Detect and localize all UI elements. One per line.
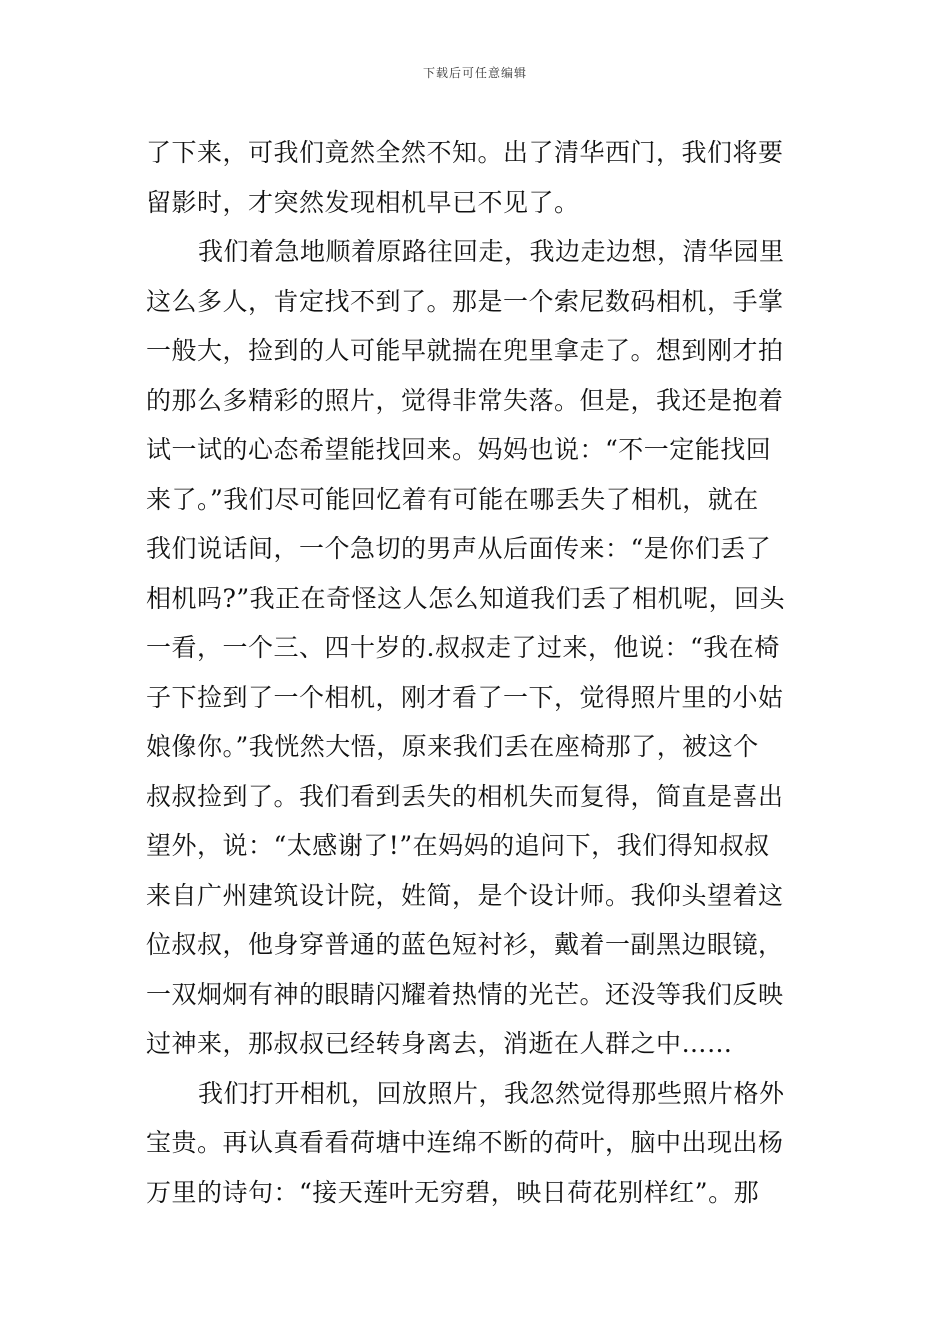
text-line: 过神来，那叔叔已经转身离去，消逝在人群之中…… xyxy=(146,1029,733,1058)
text-line: 宝贵。再认真看看荷塘中连绵不断的荷叶，脑中出现出杨 xyxy=(146,1128,784,1157)
document-body xyxy=(146,128,812,1217)
text-line: 我们打开相机，回放照片，我忽然觉得那些照片格外 xyxy=(198,1078,785,1108)
text-line: 叔叔捡到了。我们看到丢失的相机失而复得，简直是喜出 xyxy=(146,781,784,811)
text-line: 留影时，才突然发现相机早已不见了。 xyxy=(146,187,580,217)
text-line: 这么多人，肯定找不到了。那是一个索尼数码相机，手掌 xyxy=(146,286,784,316)
text-line: 望外，说：“太感谢了!”在妈妈的追问下，我们得知叔叔 xyxy=(146,831,770,860)
text-line: 相机吗?”我正在奇怪这人怎么知道我们丢了相机呢，回头 xyxy=(146,583,786,613)
text-line: 来自广州建筑设计院，姓简，是个设计师。我仰头望着这 xyxy=(146,880,784,910)
text-line: 一双炯炯有神的眼睛闪耀着热情的光芒。还没等我们反映 xyxy=(146,979,784,1009)
text-line: 位叔叔，他身穿普通的蓝色短衬衫，戴着一副黑边眼镜， xyxy=(146,930,784,959)
text-line: 子下捡到了一个相机，刚才看了一下，觉得照片里的小姑 xyxy=(146,682,784,712)
text-line: 娘像你。”我恍然大悟，原来我们丢在座椅那了，被这个 xyxy=(146,732,759,761)
text-line: 试一试的心态希望能找回来。妈妈也说：“不一定能找回 xyxy=(146,435,772,464)
text-line: 我们着急地顺着原路往回走，我边走边想，清华园里 xyxy=(198,237,785,266)
text-line: 的那么多精彩的照片，觉得非常失落。但是，我还是抱着 xyxy=(146,385,784,415)
page-header: 下载后可任意编辑 xyxy=(422,66,527,80)
text-line: 我们说话间，一个急切的男声从后面传来：“是你们丢了 xyxy=(146,534,772,563)
text-line: 了下来，可我们竟然全然不知。出了清华西门，我们将要 xyxy=(146,138,784,167)
text-line: 万里的诗句：“接天莲叶无穷碧，映日荷花别样红”。那 xyxy=(146,1177,760,1207)
text-line: 一看，一个三、四十岁的.叔叔走了过来，他说：“我在椅 xyxy=(146,633,780,662)
text-line: 来了。”我们尽可能回忆着有可能在哪丢失了相机，就在 xyxy=(146,484,759,514)
text-line: 一般大，捡到的人可能早就揣在兜里拿走了。想到刚才拍 xyxy=(146,336,784,365)
